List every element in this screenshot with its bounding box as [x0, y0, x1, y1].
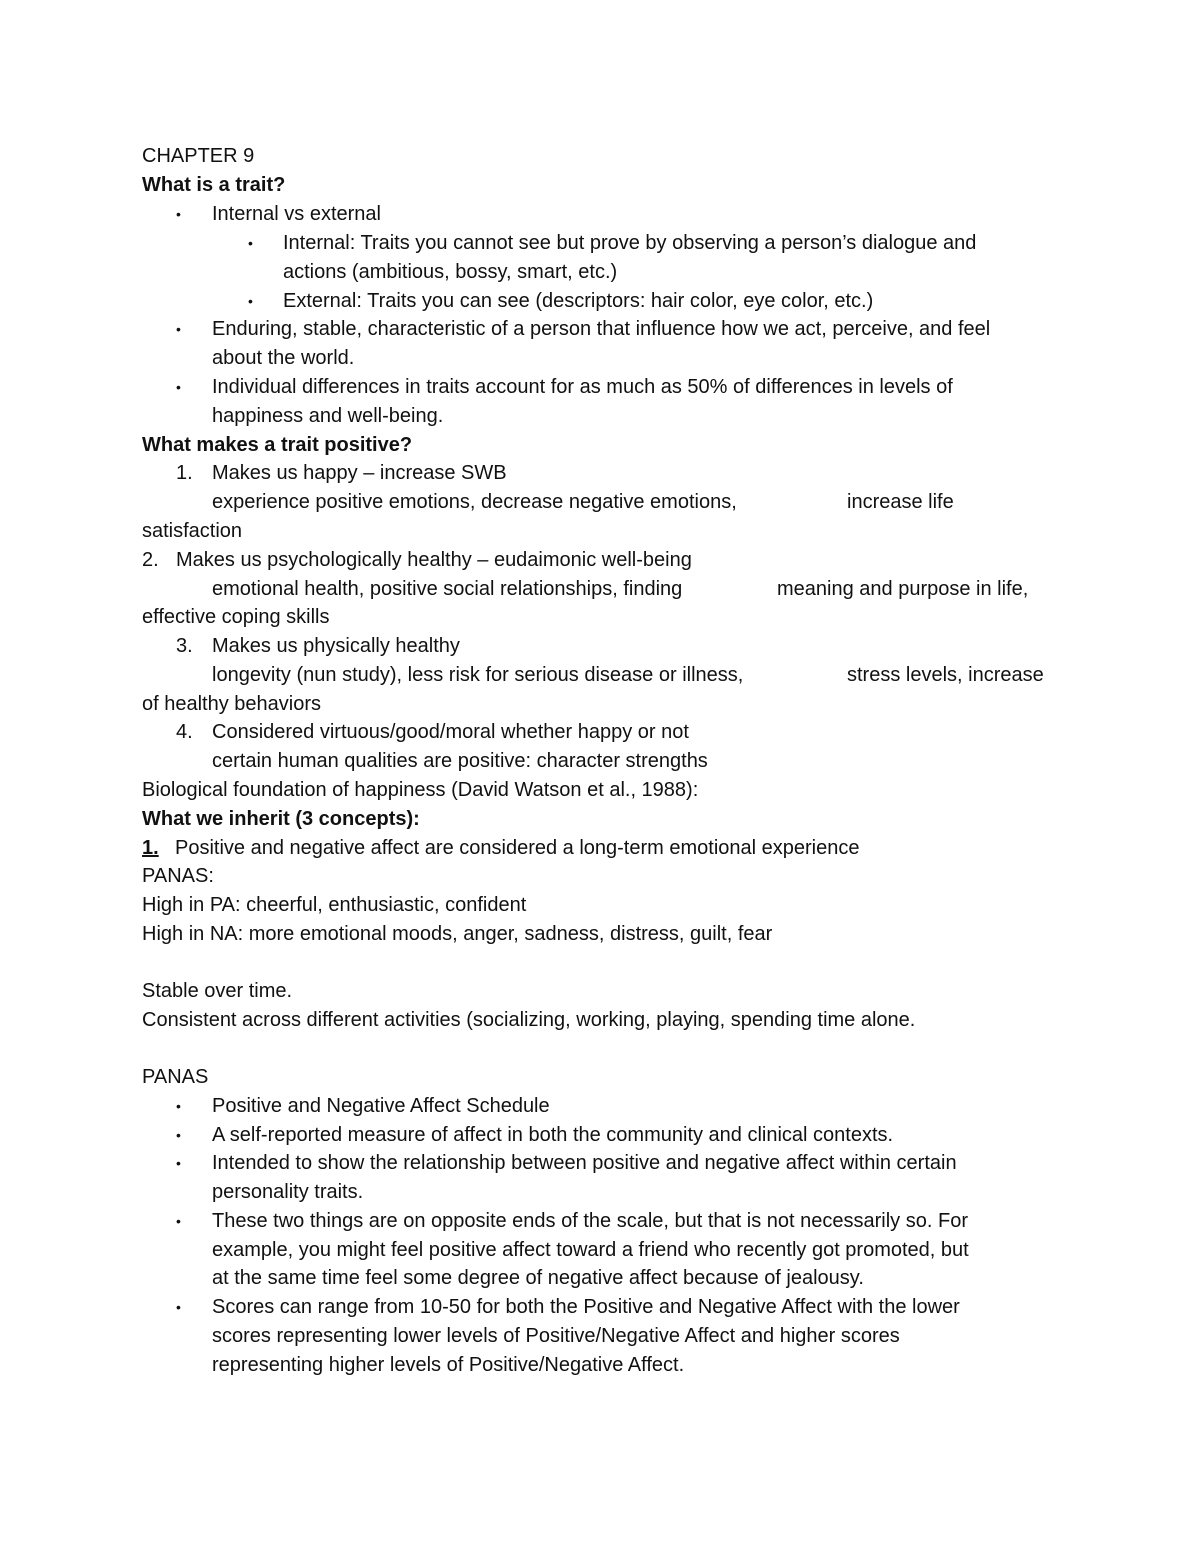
panas-heading: PANAS: [142, 1066, 209, 1088]
high-pa-line: High in PA: cheerful, enthusiastic, confident: [142, 894, 527, 916]
list-detail: meaning and purpose in life,: [777, 578, 1029, 600]
list-item: Positive and negative affect are considered a long-term emotional experience: [175, 837, 860, 859]
bullet-icon: •: [176, 1299, 181, 1315]
bullet-icon: •: [176, 1098, 181, 1114]
bullet-icon: •: [176, 379, 181, 395]
list-detail: experience positive emotions, decrease negative emotions,: [212, 491, 737, 513]
list-detail: longevity (nun study), less risk for serious disease or illness,: [212, 664, 744, 686]
section-heading-trait: What is a trait?: [142, 174, 286, 196]
list-item: Intended to show the relationship between positive and negative affect within certain: [212, 1152, 957, 1174]
biological-foundation-line: Biological foundation of happiness (David Watson et al., 1988):: [142, 779, 699, 801]
list-item: Internal: Traits you cannot see but prove by observing a person’s dialogue and: [283, 232, 977, 254]
list-number: 1.: [176, 462, 193, 484]
list-item-continued: at the same time feel some degree of negative affect because of jealousy.: [212, 1267, 864, 1289]
list-detail: of healthy behaviors: [142, 693, 322, 715]
list-item: External: Traits you can see (descriptors: hair color, eye color, etc.): [283, 290, 874, 312]
list-item: Makes us happy – increase SWB: [212, 462, 507, 484]
panas-label: PANAS:: [142, 865, 214, 887]
list-item: Considered virtuous/good/moral whether happy or not: [212, 721, 689, 743]
list-item-continued: actions (ambitious, bossy, smart, etc.): [283, 261, 618, 283]
list-item: Positive and Negative Affect Schedule: [212, 1095, 550, 1117]
list-item: Makes us psychologically healthy – eudaimonic well-being: [176, 549, 692, 571]
bullet-icon: •: [176, 1155, 181, 1171]
list-item: Makes us physically healthy: [212, 635, 460, 657]
list-detail: stress levels, increase: [847, 664, 1044, 686]
list-detail: increase life: [847, 491, 954, 513]
list-item-continued: about the world.: [212, 347, 355, 369]
bullet-icon: •: [248, 235, 253, 251]
section-heading-positive: What makes a trait positive?: [142, 434, 413, 456]
section-heading-inherit: What we inherit (3 concepts):: [142, 808, 420, 830]
high-na-line: High in NA: more emotional moods, anger, sadness, distress, guilt, fear: [142, 923, 773, 945]
list-item-continued: happiness and well-being.: [212, 405, 444, 427]
list-item-continued: example, you might feel positive affect toward a friend who recently got promoted, but: [212, 1239, 969, 1261]
consistent-line: Consistent across different activities (socializing, working, playing, spending time alone.: [142, 1009, 916, 1031]
list-item-continued: scores representing lower levels of Positive/Negative Affect and higher scores: [212, 1325, 900, 1347]
list-item: Individual differences in traits account for as much as 50% of differences in levels of: [212, 376, 953, 398]
list-item: Scores can range from 10-50 for both the Positive and Negative Affect with the lower: [212, 1296, 960, 1318]
list-number: 1.: [142, 837, 159, 859]
bullet-icon: •: [176, 1213, 181, 1229]
list-item-continued: personality traits.: [212, 1181, 364, 1203]
bullet-icon: •: [176, 1127, 181, 1143]
list-item: These two things are on opposite ends of the scale, but that is not necessarily so. For: [212, 1210, 968, 1232]
list-detail: effective coping skills: [142, 606, 330, 628]
bullet-icon: •: [176, 321, 181, 337]
bullet-icon: •: [248, 293, 253, 309]
list-item: Internal vs external: [212, 203, 381, 225]
list-item: Enduring, stable, characteristic of a person that influence how we act, perceive, and feel: [212, 318, 991, 340]
list-item: A self-reported measure of affect in both the community and clinical contexts.: [212, 1124, 894, 1146]
bullet-icon: •: [176, 206, 181, 222]
list-detail: emotional health, positive social relationships, finding: [212, 578, 683, 600]
list-item-continued: representing higher levels of Positive/Negative Affect.: [212, 1354, 685, 1376]
chapter-title: CHAPTER 9: [142, 145, 255, 167]
list-number: 2.: [142, 549, 159, 571]
list-number: 3.: [176, 635, 193, 657]
list-detail: satisfaction: [142, 520, 243, 542]
stable-line: Stable over time.: [142, 980, 293, 1002]
list-detail: certain human qualities are positive: character strengths: [212, 750, 708, 772]
list-number: 4.: [176, 721, 193, 743]
